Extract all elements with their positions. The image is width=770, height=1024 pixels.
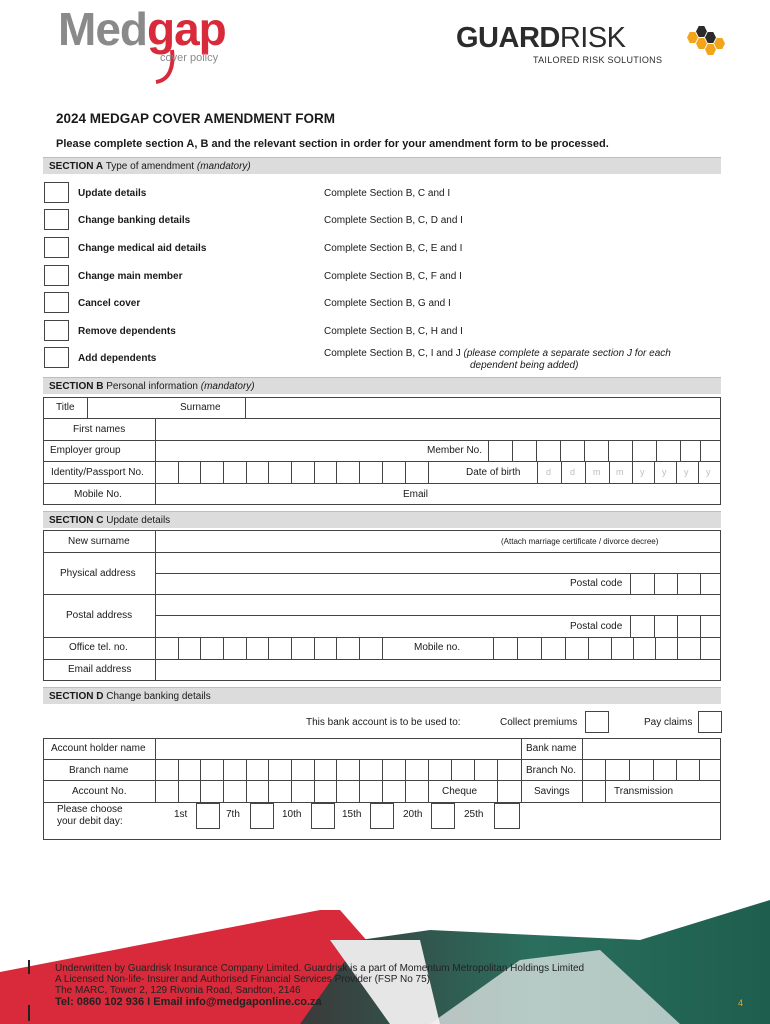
- employer-group-field[interactable]: [156, 441, 421, 460]
- debit-day-25th-label: 25th: [464, 809, 484, 820]
- savings-checkbox[interactable]: [583, 781, 605, 801]
- guardrisk-logo: [456, 22, 626, 55]
- mobile-no-c-field[interactable]: [494, 638, 720, 658]
- guardrisk-hexagon-icon: [687, 24, 727, 56]
- dob-year-4: y: [706, 467, 711, 477]
- page-number: 4: [738, 998, 744, 1008]
- debit-day-7th-label: 7th: [226, 809, 240, 820]
- option-update-details: Update details: [78, 188, 147, 199]
- savings-label: Savings: [534, 786, 570, 797]
- mobile-no-label: Mobile No.: [74, 489, 122, 500]
- bank-name-field[interactable]: [583, 739, 720, 758]
- section-b-subtitle: Personal information: [106, 381, 198, 392]
- surname-label: Surname: [180, 402, 221, 413]
- section-b-header: [43, 377, 721, 394]
- guardrisk-logo-light: RISK: [559, 22, 626, 54]
- physical-address-label: Physical address: [60, 568, 136, 579]
- branch-no-field[interactable]: [583, 760, 720, 779]
- dob-month-2: m: [616, 467, 624, 477]
- id-passport-label: Identity/Passport No.: [51, 467, 144, 478]
- collect-premiums-label: Collect premiums: [500, 717, 578, 728]
- requirement-change-banking: Complete Section B, C, D and I: [324, 215, 463, 226]
- first-names-field[interactable]: [156, 419, 720, 439]
- section-d-heading: SECTION D: [49, 691, 104, 702]
- debit-day-20th-checkbox[interactable]: [431, 803, 455, 829]
- debit-day-label: [57, 804, 123, 828]
- bank-name-label: Bank name: [526, 743, 577, 754]
- option-add-dependents: Add dependents: [78, 353, 157, 364]
- account-no-label: Account No.: [72, 786, 127, 797]
- debit-day-1st-label: 1st: [174, 809, 188, 820]
- section-b-heading: SECTION B: [49, 381, 104, 392]
- medgap-logo-right: gap: [147, 3, 226, 55]
- requirement-cancel-cover: Complete Section B, G and I: [324, 298, 451, 309]
- footer-marker-2: [28, 1005, 30, 1021]
- debit-day-label-line-1: Please choose: [57, 804, 123, 815]
- debit-day-15th-checkbox[interactable]: [370, 803, 394, 829]
- section-c-header: [43, 511, 721, 528]
- pay-claims-checkbox[interactable]: [698, 711, 722, 733]
- debit-day-20th-label: 20th: [403, 809, 423, 820]
- footer-line-3: The MARC, Tower 2, 129 Rivonia Road, Sandton, 2146: [55, 985, 301, 996]
- debit-day-10th-label: 10th: [282, 809, 302, 820]
- email-label: Email: [403, 489, 429, 500]
- attach-certificate-note: (Attach marriage certificate / divorce decree): [501, 537, 659, 546]
- debit-day-1st-checkbox[interactable]: [196, 803, 220, 829]
- dob-day-1: d: [546, 467, 552, 477]
- pay-claims-label: Pay claims: [644, 717, 693, 728]
- email-address-field[interactable]: [156, 660, 720, 680]
- checkbox-update-details[interactable]: [44, 182, 69, 203]
- postal-postal-code-label: Postal code: [570, 621, 623, 632]
- section-c-heading: SECTION C: [49, 515, 104, 526]
- dob-month-1: m: [593, 467, 601, 477]
- option-change-banking: Change banking details: [78, 215, 191, 226]
- debit-day-25th-checkbox[interactable]: [494, 803, 520, 829]
- title-label: Title: [56, 402, 75, 413]
- medgap-tagline: cover policy: [160, 52, 219, 64]
- form-title: 2024 MEDGAP COVER AMENDMENT FORM: [56, 111, 336, 126]
- section-a-heading: SECTION A: [49, 161, 104, 172]
- account-no-field[interactable]: [156, 781, 428, 801]
- branch-no-label: Branch No.: [526, 765, 577, 776]
- dob-year-3: y: [684, 467, 689, 477]
- title-field[interactable]: [88, 398, 173, 417]
- employer-group-label: Employer group: [50, 445, 121, 456]
- member-no-label: Member No.: [427, 445, 483, 456]
- requirement-add-dependents-text: Complete Section B, C, I and J: [324, 348, 461, 359]
- new-surname-label: New surname: [68, 536, 130, 547]
- form-instruction: Please complete section A, B and the relevant section in order for your amendment form to be processed.: [56, 138, 609, 150]
- guardrisk-tagline: TAILORED RISK SOLUTIONS: [533, 55, 663, 65]
- checkbox-change-medical-aid[interactable]: [44, 237, 69, 258]
- physical-address-field[interactable]: [156, 553, 720, 593]
- option-change-medical-aid: Change medical aid details: [78, 243, 207, 254]
- physical-postal-code-label: Postal code: [570, 578, 623, 589]
- guardrisk-logo-bold: GUARD: [456, 22, 560, 54]
- option-cancel-cover: Cancel cover: [78, 298, 141, 309]
- dob-label: Date of birth: [466, 467, 521, 478]
- section-d-header: [43, 687, 721, 704]
- member-no-field[interactable]: [489, 441, 720, 460]
- dob-year-2: y: [662, 467, 667, 477]
- debit-day-7th-checkbox[interactable]: [250, 803, 274, 829]
- section-d-subtitle: Change banking details: [106, 691, 211, 702]
- checkbox-cancel-cover[interactable]: [44, 292, 69, 313]
- medgap-logo-left: Med: [58, 3, 147, 55]
- mobile-no-field[interactable]: [156, 484, 396, 504]
- footer-line-1: Underwritten by Guardrisk Insurance Company Limited. Guardrisk is a part of Momentum Metropolitan Holdings Limited: [55, 963, 585, 974]
- collect-premiums-checkbox[interactable]: [585, 711, 609, 733]
- id-passport-field[interactable]: [156, 462, 428, 482]
- medgap-logo: [58, 3, 226, 55]
- requirement-update-details: Complete Section B, C and I: [324, 188, 451, 199]
- new-surname-field[interactable]: [156, 531, 486, 551]
- office-tel-field[interactable]: [156, 638, 382, 658]
- account-holder-label: Account holder name: [51, 743, 146, 754]
- email-field[interactable]: [440, 484, 720, 504]
- dob-day-2: d: [570, 467, 576, 477]
- dob-year-1: y: [640, 467, 645, 477]
- option-change-main-member: Change main member: [78, 271, 183, 282]
- section-c-subtitle: Update details: [106, 515, 171, 526]
- requirement-remove-dependents: Complete Section B, C, H and I: [324, 326, 463, 337]
- requirement-add-dependents-note-2: dependent being added): [470, 360, 579, 371]
- section-b-note: (mandatory): [200, 381, 255, 392]
- checkbox-change-main-member[interactable]: [44, 265, 69, 286]
- debit-day-10th-checkbox[interactable]: [311, 803, 335, 829]
- cheque-checkbox[interactable]: [498, 781, 520, 801]
- branch-name-field[interactable]: [156, 760, 520, 779]
- footer-marker: [28, 960, 30, 974]
- postal-address-field[interactable]: [156, 595, 720, 636]
- requirement-add-dependents-note-1: (please complete a separate section J for each: [463, 348, 671, 359]
- transmission-label: Transmission: [614, 786, 674, 797]
- email-address-label: Email address: [68, 664, 132, 675]
- postal-address-label: Postal address: [66, 610, 133, 621]
- checkbox-add-dependents[interactable]: [44, 347, 69, 368]
- requirement-add-dependents: [324, 348, 671, 359]
- section-a-header: [43, 157, 721, 174]
- requirement-change-main-member: Complete Section B, C, F and I: [324, 271, 462, 282]
- section-a-subtitle: Type of amendment: [105, 161, 195, 172]
- footer-line-2: A Licensed Non-life- Insurer and Authorised Financial Services Provider (FSP No 75): [55, 974, 430, 985]
- checkbox-remove-dependents[interactable]: [44, 320, 69, 341]
- requirement-change-medical-aid: Complete Section B, C, E and I: [324, 243, 463, 254]
- account-holder-field[interactable]: [156, 739, 520, 758]
- cheque-label: Cheque: [442, 786, 478, 797]
- account-usage-label: This bank account is to be used to:: [306, 717, 461, 728]
- section-a-note: (mandatory): [196, 161, 251, 172]
- mobile-no-c-label: Mobile no.: [414, 642, 461, 653]
- debit-day-15th-label: 15th: [342, 809, 362, 820]
- dob-field[interactable]: [538, 462, 720, 482]
- office-tel-label: Office tel. no.: [69, 642, 128, 653]
- first-names-label: First names: [73, 424, 126, 435]
- surname-field[interactable]: [246, 398, 720, 417]
- branch-name-label: Branch name: [69, 765, 129, 776]
- checkbox-change-banking[interactable]: [44, 209, 69, 230]
- option-remove-dependents: Remove dependents: [78, 326, 176, 337]
- debit-day-label-line-2: your debit day:: [57, 816, 123, 827]
- footer-contact: Tel: 0860 102 936 I Email info@medgaponline.co.za: [55, 996, 322, 1008]
